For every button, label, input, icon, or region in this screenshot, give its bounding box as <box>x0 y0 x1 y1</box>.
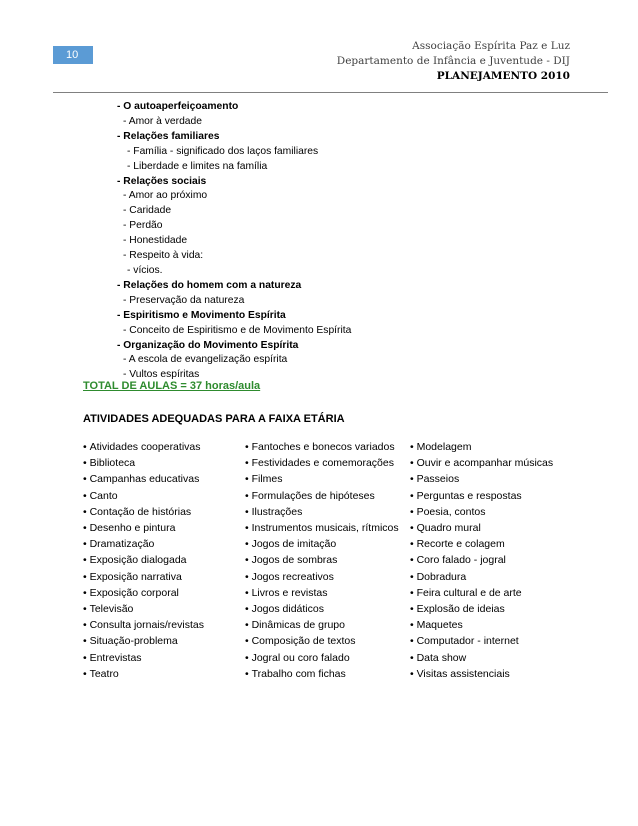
outline-heading: - Relações sociais <box>117 175 207 187</box>
plan-title: PLANEJAMENTO 2010 <box>436 70 570 82</box>
activity-item: • Modelagem <box>410 439 553 455</box>
activity-item: • Data show <box>410 650 553 666</box>
outline-item: - Perdão <box>123 220 163 232</box>
activity-item: • Exposição narrativa <box>83 569 204 585</box>
activity-item: • Poesia, contos <box>410 504 553 520</box>
page-number: 10 <box>53 46 93 64</box>
activity-item: • Formulações de hipóteses <box>245 488 399 504</box>
activity-item: • Explosão de ideias <box>410 601 553 617</box>
outline-item: - Amor ao próximo <box>123 190 208 202</box>
activity-item: • Jogral ou coro falado <box>245 650 399 666</box>
outline-item: - Amor à verdade <box>123 115 202 127</box>
activity-item: • Maquetes <box>410 617 553 633</box>
activity-item: • Entrevistas <box>83 650 204 666</box>
activities-title: ATIVIDADES ADEQUADAS PARA A FAIXA ETÁRIA <box>83 413 345 425</box>
activity-item: • Desenho e pintura <box>83 520 204 536</box>
activity-item: • Livros e revistas <box>245 585 399 601</box>
org-name: Associação Espírita Paz e Luz <box>412 40 570 52</box>
activities-column-3 <box>410 439 553 682</box>
outline-item: - Conceito de Espiritismo e de Movimento Espírita <box>123 324 352 336</box>
activity-item: • Perguntas e respostas <box>410 488 553 504</box>
activity-item: • Recorte e colagem <box>410 536 553 552</box>
outline-item: - Vultos espíritas <box>123 369 200 381</box>
activity-item: • Atividades cooperativas <box>83 439 204 455</box>
activity-item: • Dobradura <box>410 569 553 585</box>
activities-column-2 <box>245 439 399 682</box>
activity-item: • Computador - internet <box>410 633 553 649</box>
activity-item: • Jogos recreativos <box>245 569 399 585</box>
outline-heading: - Espiritismo e Movimento Espírita <box>117 309 286 321</box>
header-divider <box>53 92 608 93</box>
activity-item: • Quadro mural <box>410 520 553 536</box>
activity-item: • Fantoches e bonecos variados <box>245 439 399 455</box>
activity-item: • Biblioteca <box>83 455 204 471</box>
activity-item: • Televisão <box>83 601 204 617</box>
department-name: Departamento de Infância e Juventude - DIJ <box>336 55 570 67</box>
outline-item: - Família - significado dos laços familiares <box>127 145 319 157</box>
activity-item: • Exposição dialogada <box>83 552 204 568</box>
outline-item: - Liberdade e limites na família <box>127 160 268 172</box>
activity-item: • Jogos de imitação <box>245 536 399 552</box>
activity-item: • Ilustrações <box>245 504 399 520</box>
activity-item: • Situação-problema <box>83 633 204 649</box>
activity-item: • Instrumentos musicais, rítmicos <box>245 520 399 536</box>
activity-item: • Jogos didáticos <box>245 601 399 617</box>
activity-item: • Trabalho com fichas <box>245 666 399 682</box>
activity-item: • Dinâmicas de grupo <box>245 617 399 633</box>
outline-item: - A escola de evangelização espírita <box>123 354 288 366</box>
outline-item: - Caridade <box>123 205 172 217</box>
outline-heading: - Relações do homem com a natureza <box>117 279 302 291</box>
activity-item: • Contação de histórias <box>83 504 204 520</box>
activities-column-1 <box>83 439 204 682</box>
activity-item: • Canto <box>83 488 204 504</box>
activity-item: • Teatro <box>83 666 204 682</box>
total-classes: TOTAL DE AULAS = 37 horas/aula <box>83 380 261 392</box>
activity-item: • Dramatização <box>83 536 204 552</box>
activity-item: • Visitas assistenciais <box>410 666 553 682</box>
activity-item: • Filmes <box>245 471 399 487</box>
outline-item: - Preservação da natureza <box>123 294 245 306</box>
activity-item: • Passeios <box>410 471 553 487</box>
activity-item: • Consulta jornais/revistas <box>83 617 204 633</box>
activity-item: • Campanhas educativas <box>83 471 204 487</box>
activity-item: • Festividades e comemorações <box>245 455 399 471</box>
outline-item: - Honestidade <box>123 235 188 247</box>
outline-heading: - O autoaperfeiçoamento <box>117 101 239 112</box>
activity-item: • Feira cultural e de arte <box>410 585 553 601</box>
activity-item: • Coro falado - jogral <box>410 552 553 568</box>
outline-item: - vícios. <box>127 264 163 276</box>
topic-outline <box>117 100 351 383</box>
activity-item: • Composição de textos <box>245 633 399 649</box>
outline-heading: - Organização do Movimento Espírita <box>117 339 299 351</box>
outline-heading: - Relações familiares <box>117 130 220 142</box>
document-header <box>337 39 570 84</box>
outline-item: - Respeito à vida: <box>123 250 204 262</box>
activity-item: • Exposição corporal <box>83 585 204 601</box>
activity-item: • Jogos de sombras <box>245 552 399 568</box>
activity-item: • Ouvir e acompanhar músicas <box>410 455 553 471</box>
